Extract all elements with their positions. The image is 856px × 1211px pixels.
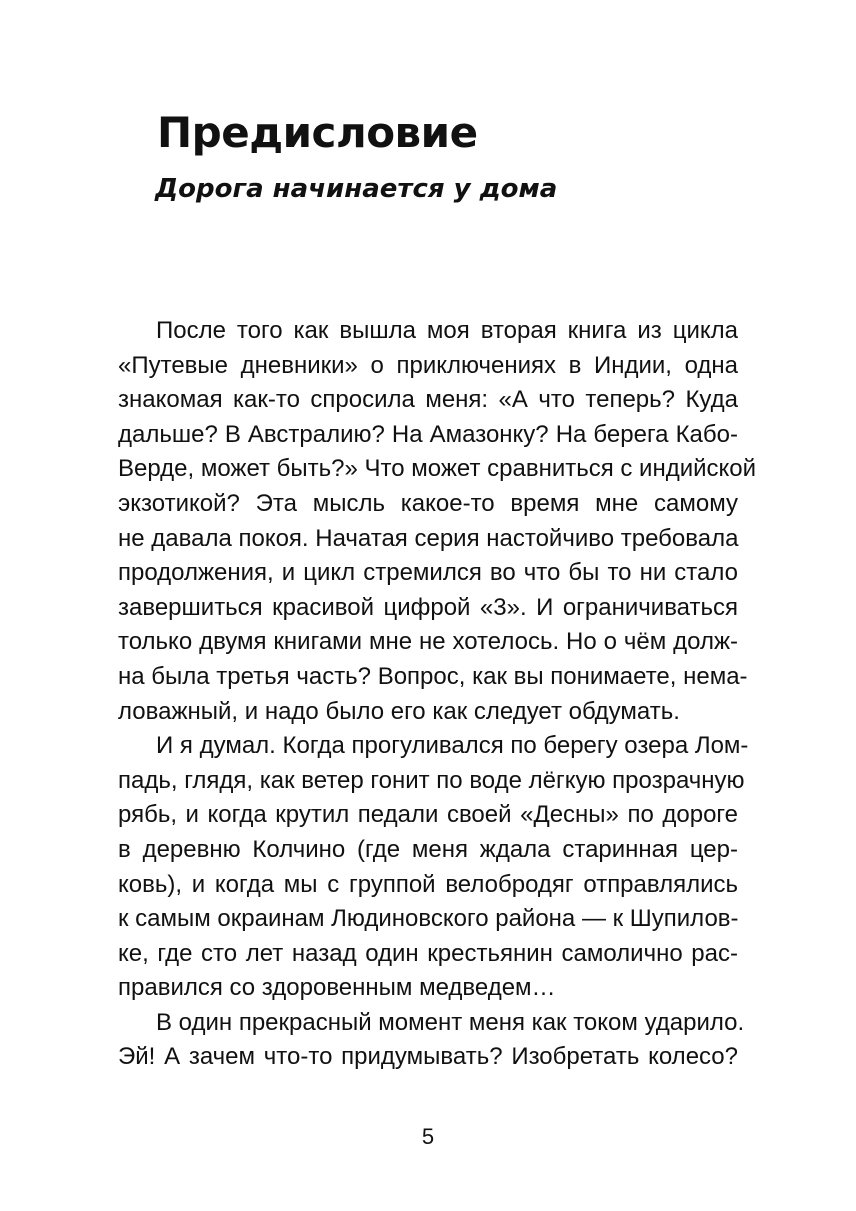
text-line: на была третья часть? Вопрос, как вы понимаете, нема-: [118, 662, 748, 690]
text-line: ловажный, и надо было его как следует обдумать.: [118, 697, 680, 725]
text-line: Эй! А зачем что-то придумывать? Изобретать колесо?: [118, 1043, 738, 1071]
text-line: знакомая как-то спросила меня: «А что теперь? Куда: [118, 386, 738, 414]
body-text: [118, 314, 757, 1075]
text-line: рябь, и когда крутил педали своей «Десны» по дороге: [118, 801, 738, 829]
text-line: После того как вышла моя вторая книга из цикла: [156, 317, 738, 344]
text-line: ке, где сто лет назад один крестьянин самолично рас-: [118, 939, 738, 967]
text-line: не давала покоя. Начатая серия настойчиво требовала: [118, 524, 739, 552]
text-line: И я думал. Когда прогуливался по берегу озера Лом-: [156, 732, 749, 760]
text-line: «Путевые дневники» о приключениях в Индии, одна: [118, 351, 738, 379]
text-line: Верде, может быть?» Что может сравниться с индийской: [118, 455, 757, 483]
text-line: продолжения, и цикл стремился во что бы то ни стало: [118, 559, 738, 587]
chapter-subtitle: Дорога начинается у дома: [155, 174, 558, 204]
page-number: 5: [421, 1124, 435, 1149]
text-line: В один прекрасный момент меня как током ударило.: [156, 1008, 745, 1036]
text-line: экзотикой? Эта мысль какое-то время мне самому: [118, 489, 738, 517]
text-line: в деревню Колчино (где меня ждала старинная цер-: [118, 835, 738, 863]
text-line: ковь), и когда мы с группой велобродяг отправлялись: [118, 870, 738, 898]
text-line: дальше? В Австралию? На Амазонку? На берега Кабо-: [118, 420, 738, 448]
chapter-title: Предисловие: [157, 108, 478, 157]
text-line: только двумя книгами мне не хотелось. Но о чём долж-: [118, 628, 738, 656]
text-line: падь, глядя, как ветер гонит по воде лёгкую прозрачную: [118, 766, 745, 794]
text-line: завершиться красивой цифрой «3». И ограничиваться: [118, 593, 738, 621]
text-line: к самым окраинам Людиновского района — к Шупилов-: [118, 905, 739, 933]
text-line: правился со здоровенным медведем…: [118, 974, 556, 1002]
